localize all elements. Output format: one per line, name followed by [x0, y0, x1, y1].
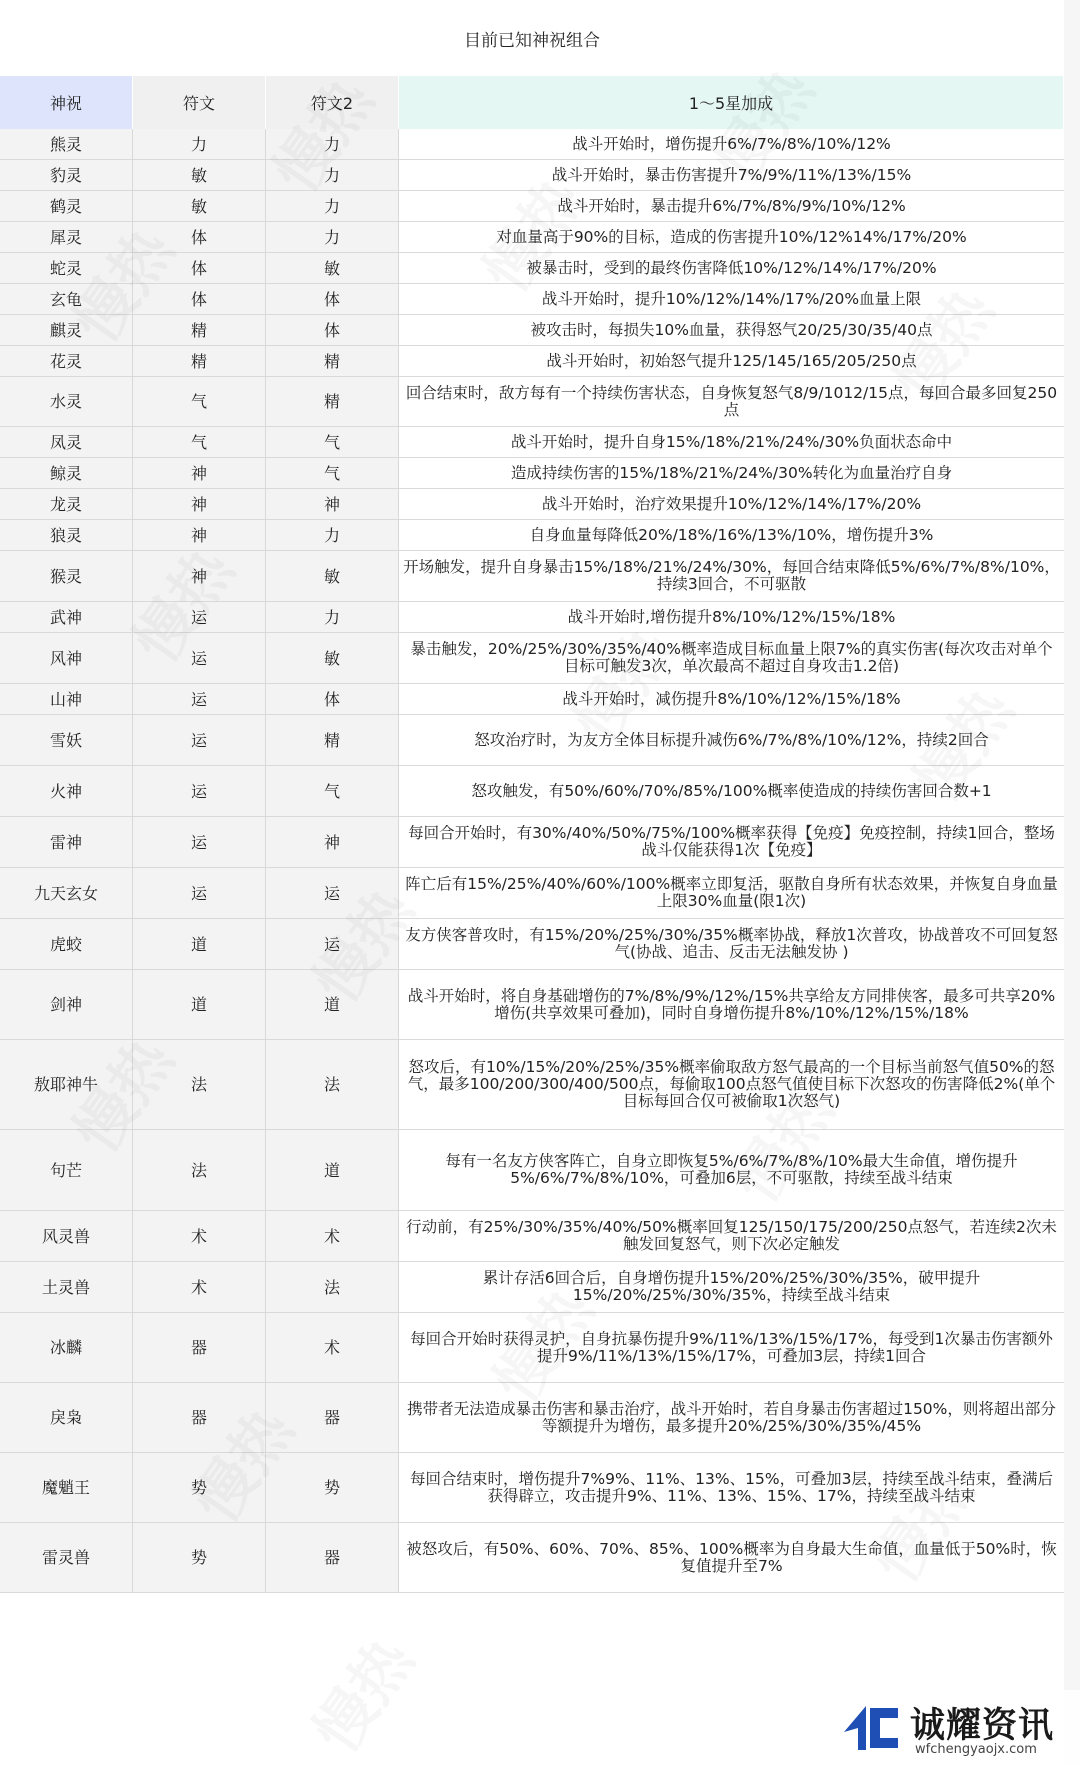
cell-rune[interactable]: 体 [133, 253, 266, 283]
cell-blessing-name[interactable]: 龙灵 [0, 489, 133, 519]
header-star-bonus[interactable]: 1～5星加成 [399, 76, 1064, 129]
table-row [0, 684, 1064, 715]
sheet-edge [1064, 0, 1080, 1766]
table-row [0, 520, 1064, 551]
table-row [0, 919, 1064, 970]
header-row [0, 76, 1064, 129]
cell-blessing-name[interactable]: 戾枭 [0, 1383, 133, 1452]
cell-blessing-name[interactable]: 魔魈王 [0, 1453, 133, 1522]
cell-rune2[interactable]: 神 [266, 489, 399, 519]
cell-blessing-name[interactable]: 句芒 [0, 1130, 133, 1210]
cell-rune[interactable]: 器 [133, 1383, 266, 1452]
cell-blessing-name[interactable]: 玄龟 [0, 284, 133, 314]
cell-rune[interactable]: 运 [133, 766, 266, 816]
cell-blessing-name[interactable]: 狼灵 [0, 520, 133, 550]
cell-rune[interactable]: 精 [133, 315, 266, 345]
logo-name: 诚耀资讯 [910, 1706, 1055, 1746]
cell-rune2[interactable]: 气 [266, 766, 399, 816]
cell-bonus-description[interactable]: 暴击触发，20%/25%/30%/35%/40%概率造成目标血量上限7%的真实伤害(每次攻击对单个目标可触发3次，单次最高不超过自身攻击1.2倍) [399, 633, 1064, 683]
cell-bonus-description[interactable]: 战斗开始时，初始怒气提升125/145/165/205/250点 [399, 346, 1064, 376]
table-row [0, 1523, 1064, 1593]
cell-bonus-description[interactable]: 战斗开始时，减伤提升8%/10%/12%/15%/18% [399, 684, 1064, 714]
cell-rune[interactable]: 运 [133, 602, 266, 632]
cell-rune2[interactable]: 体 [266, 284, 399, 314]
cell-blessing-name[interactable]: 犀灵 [0, 222, 133, 252]
cell-blessing-name[interactable]: 麒灵 [0, 315, 133, 345]
cell-blessing-name[interactable]: 火神 [0, 766, 133, 816]
table-row [0, 1313, 1064, 1383]
cell-bonus-description[interactable]: 行动前，有25%/30%/35%/40%/50%概率回复125/150/175/200/250点怒气，若连续2次未触发回复怒气，则下次必定触发 [399, 1211, 1064, 1261]
header-blessing[interactable]: 神祝 [0, 76, 133, 129]
table-row [0, 160, 1064, 191]
table-row [0, 315, 1064, 346]
cell-blessing-name[interactable]: 剑神 [0, 970, 133, 1039]
table-row [0, 551, 1064, 602]
cell-rune[interactable]: 法 [133, 1130, 266, 1210]
cell-rune2[interactable]: 体 [266, 315, 399, 345]
cell-rune2[interactable]: 敏 [266, 633, 399, 683]
cell-bonus-description[interactable]: 对血量高于90%的目标，造成的伤害提升10%/12%14%/17%/20% [399, 222, 1064, 252]
cell-blessing-name[interactable]: 凤灵 [0, 427, 133, 457]
cell-bonus-description[interactable]: 战斗开始时，暴击伤害提升7%/9%/11%/13%/15% [399, 160, 1064, 190]
cell-bonus-description[interactable]: 战斗开始时，增伤提升6%/7%/8%/10%/12% [399, 129, 1064, 159]
cell-bonus-description[interactable]: 每回合结束时，增伤提升7%9%、11%、13%、15%，可叠加3层，持续至战斗结束，叠满后获得辟立，攻击提升9%、11%、13%、15%、17%，持续至战斗结束 [399, 1453, 1064, 1522]
cell-rune2[interactable]: 力 [266, 191, 399, 221]
cell-rune[interactable]: 力 [133, 129, 266, 159]
cell-rune[interactable]: 道 [133, 919, 266, 969]
cell-bonus-description[interactable]: 造成持续伤害的15%/18%/21%/24%/30%转化为血量治疗自身 [399, 458, 1064, 488]
table-row [0, 253, 1064, 284]
table-row [0, 427, 1064, 458]
table-body [0, 129, 1064, 1593]
cell-bonus-description[interactable]: 每回合开始时，有30%/40%/50%/75%/100%概率获得【免疫】免疫控制，持续1回合，整场战斗仅能获得1次【免疫】 [399, 817, 1064, 867]
cell-bonus-description[interactable]: 怒攻触发，有50%/60%/70%/85%/100%概率使造成的持续伤害回合数+1 [399, 766, 1064, 816]
table-row [0, 766, 1064, 817]
cell-blessing-name[interactable]: 猴灵 [0, 551, 133, 601]
logo-mark-icon [840, 1698, 902, 1758]
table-row [0, 377, 1064, 427]
cell-rune[interactable]: 运 [133, 817, 266, 867]
cell-blessing-name[interactable]: 水灵 [0, 377, 133, 426]
cell-rune2[interactable]: 力 [266, 520, 399, 550]
cell-rune2[interactable]: 运 [266, 868, 399, 918]
cell-blessing-name[interactable]: 花灵 [0, 346, 133, 376]
cell-blessing-name[interactable]: 敖耶神牛 [0, 1040, 133, 1129]
cell-rune2[interactable]: 敏 [266, 253, 399, 283]
cell-rune2[interactable]: 器 [266, 1523, 399, 1592]
cell-bonus-description[interactable]: 被怒攻后，有50%、60%、70%、85%、100%概率为自身最大生命值，血量低于50%时，恢复值提升至7% [399, 1523, 1064, 1592]
cell-bonus-description[interactable]: 战斗开始时，提升10%/12%/14%/17%/20%血量上限 [399, 284, 1064, 314]
cell-rune[interactable]: 气 [133, 427, 266, 457]
cell-rune[interactable]: 术 [133, 1262, 266, 1312]
cell-bonus-description[interactable]: 阵亡后有15%/25%/40%/60%/100%概率立即复活，驱散自身所有状态效果，并恢复自身血量上限30%血量(限1次) [399, 868, 1064, 918]
cell-blessing-name[interactable]: 九天玄女 [0, 868, 133, 918]
cell-rune[interactable]: 体 [133, 284, 266, 314]
table-row [0, 1211, 1064, 1262]
cell-blessing-name[interactable]: 鲸灵 [0, 458, 133, 488]
cell-rune[interactable]: 运 [133, 633, 266, 683]
cell-blessing-name[interactable]: 鹤灵 [0, 191, 133, 221]
cell-rune[interactable]: 运 [133, 715, 266, 765]
table-row [0, 458, 1064, 489]
cell-blessing-name[interactable]: 武神 [0, 602, 133, 632]
cell-rune2[interactable]: 神 [266, 817, 399, 867]
header-rune2[interactable]: 符文2 [266, 76, 399, 129]
table-row [0, 715, 1064, 766]
cell-bonus-description[interactable]: 战斗开始时,增伤提升8%/10%/12%/15%/18% [399, 602, 1064, 632]
header-rune[interactable]: 符文 [133, 76, 266, 129]
table-row [0, 191, 1064, 222]
cell-blessing-name[interactable]: 蛇灵 [0, 253, 133, 283]
table-row [0, 817, 1064, 868]
cell-blessing-name[interactable]: 雷神 [0, 817, 133, 867]
cell-rune[interactable]: 道 [133, 970, 266, 1039]
cell-rune2[interactable]: 运 [266, 919, 399, 969]
table-row [0, 970, 1064, 1040]
cell-rune[interactable]: 精 [133, 346, 266, 376]
cell-rune2[interactable]: 精 [266, 346, 399, 376]
cell-rune2[interactable]: 敏 [266, 551, 399, 601]
logo-url: wfchengyaojx.com [915, 1742, 1037, 1757]
cell-rune2[interactable]: 气 [266, 427, 399, 457]
cell-bonus-description[interactable]: 自身血量每降低20%/18%/16%/13%/10%，增伤提升3% [399, 520, 1064, 550]
cell-bonus-description[interactable]: 战斗开始时，将自身基础增伤的7%/8%/9%/12%/15%共享给友方同排侠客，最多可共享20%增伤(共享效果可叠加)，同时自身增伤提升8%/10%/12%/15%/18% [399, 970, 1064, 1039]
cell-bonus-description[interactable]: 回合结束时，敌方每有一个持续伤害状态，自身恢复怒气8/9/1012/15点，每回合最多回复250点 [399, 377, 1064, 426]
cell-bonus-description[interactable]: 被暴击时，受到的最终伤害降低10%/12%/14%/17%/20% [399, 253, 1064, 283]
table-row [0, 284, 1064, 315]
cell-rune2[interactable]: 道 [266, 1130, 399, 1210]
cell-blessing-name[interactable]: 熊灵 [0, 129, 133, 159]
table-row [0, 129, 1064, 160]
table-row [0, 868, 1064, 919]
cell-rune[interactable]: 气 [133, 377, 266, 426]
cell-blessing-name[interactable]: 冰麟 [0, 1313, 133, 1382]
cell-blessing-name[interactable]: 虎蛟 [0, 919, 133, 969]
cell-bonus-description[interactable]: 每有一名友方侠客阵亡，自身立即恢复5%/6%/7%/8%/10%最大生命值，增伤提升5%/6%/7%/8%/10%，可叠加6层，不可驱散，持续至战斗结束 [399, 1130, 1064, 1210]
table-row [0, 633, 1064, 684]
cell-blessing-name[interactable]: 山神 [0, 684, 133, 714]
cell-rune2[interactable]: 精 [266, 377, 399, 426]
table-row [0, 489, 1064, 520]
cell-rune[interactable]: 神 [133, 489, 266, 519]
cell-rune2[interactable]: 器 [266, 1383, 399, 1452]
cell-rune[interactable]: 运 [133, 868, 266, 918]
cell-bonus-description[interactable]: 被攻击时，每损失10%血量，获得怒气20/25/30/35/40点 [399, 315, 1064, 345]
cell-blessing-name[interactable]: 雪妖 [0, 715, 133, 765]
cell-rune2[interactable]: 术 [266, 1313, 399, 1382]
cell-bonus-description[interactable]: 开场触发，提升自身暴击15%/18%/21%/24%/30%，每回合结束降低5%/6%/7%/8%/10%，持续3回合，不可驱散 [399, 551, 1064, 601]
cell-bonus-description[interactable]: 累计存活6回合后，自身增伤提升15%/20%/25%/30%/35%，破甲提升15%/20%/25%/30%/35%，持续至战斗结束 [399, 1262, 1064, 1312]
cell-rune2[interactable]: 术 [266, 1211, 399, 1261]
cell-rune[interactable]: 势 [133, 1523, 266, 1592]
table-row [0, 1383, 1064, 1453]
cell-bonus-description[interactable]: 怒攻后，有10%/15%/20%/25%/35%概率偷取敌方怒气最高的一个目标当前怒气值50%的怒气，最多100/200/300/400/500点，每偷取100点怒气值使目标下次怒攻的伤害降低2%(单个目标每回合仅可被偷取1次怒气) [399, 1040, 1064, 1129]
cell-rune[interactable]: 术 [133, 1211, 266, 1261]
cell-rune2[interactable]: 道 [266, 970, 399, 1039]
cell-rune2[interactable]: 法 [266, 1040, 399, 1129]
cell-rune[interactable]: 神 [133, 520, 266, 550]
cell-rune2[interactable]: 体 [266, 684, 399, 714]
cell-rune2[interactable]: 势 [266, 1453, 399, 1522]
cell-rune2[interactable]: 力 [266, 602, 399, 632]
cell-rune2[interactable]: 力 [266, 160, 399, 190]
cell-blessing-name[interactable]: 雷灵兽 [0, 1523, 133, 1592]
site-logo [830, 1690, 1080, 1766]
table-row [0, 1453, 1064, 1523]
cell-rune[interactable]: 器 [133, 1313, 266, 1382]
cell-blessing-name[interactable]: 风灵兽 [0, 1211, 133, 1261]
cell-rune2[interactable]: 法 [266, 1262, 399, 1312]
cell-bonus-description[interactable]: 携带者无法造成暴击伤害和暴击治疗，战斗开始时，若自身暴击伤害超过150%，则将超出部分等额提升为增伤，最多提升20%/25%/30%/35%/45% [399, 1383, 1064, 1452]
cell-blessing-name[interactable]: 豹灵 [0, 160, 133, 190]
cell-rune[interactable]: 敏 [133, 160, 266, 190]
cell-rune2[interactable]: 精 [266, 715, 399, 765]
cell-bonus-description[interactable]: 每回合开始时获得灵护，自身抗暴伤提升9%/11%/13%/15%/17%，每受到1次暴击伤害额外提升9%/11%/13%/15%/17%，可叠加3层，持续1回合 [399, 1313, 1064, 1382]
cell-rune[interactable]: 势 [133, 1453, 266, 1522]
table-row [0, 1130, 1064, 1211]
cell-rune[interactable]: 法 [133, 1040, 266, 1129]
cell-rune[interactable]: 敏 [133, 191, 266, 221]
cell-rune[interactable]: 神 [133, 458, 266, 488]
cell-bonus-description[interactable]: 怒攻治疗时，为友方全体目标提升减伤6%/7%/8%/10%/12%，持续2回合 [399, 715, 1064, 765]
cell-rune2[interactable]: 力 [266, 222, 399, 252]
cell-blessing-name[interactable]: 土灵兽 [0, 1262, 133, 1312]
cell-bonus-description[interactable]: 战斗开始时，提升自身15%/18%/21%/24%/30%负面状态命中 [399, 427, 1064, 457]
table-row [0, 346, 1064, 377]
table-row [0, 602, 1064, 633]
cell-bonus-description[interactable]: 友方侠客普攻时，有15%/20%/25%/30%/35%概率协战，释放1次普攻，协战普攻不可回复怒气(协战、追击、反击无法触发协 ) [399, 919, 1064, 969]
cell-rune2[interactable]: 气 [266, 458, 399, 488]
cell-rune2[interactable]: 力 [266, 129, 399, 159]
cell-rune[interactable]: 神 [133, 551, 266, 601]
sheet-title: 目前已知神祝组合 [0, 0, 1064, 77]
table-row [0, 222, 1064, 253]
cell-bonus-description[interactable]: 战斗开始时，暴击提升6%/7%/8%/9%/10%/12% [399, 191, 1064, 221]
cell-rune[interactable]: 运 [133, 684, 266, 714]
table-row [0, 1040, 1064, 1130]
table-row [0, 1262, 1064, 1313]
cell-blessing-name[interactable]: 风神 [0, 633, 133, 683]
cell-rune[interactable]: 体 [133, 222, 266, 252]
cell-bonus-description[interactable]: 战斗开始时，治疗效果提升10%/12%/14%/17%/20% [399, 489, 1064, 519]
